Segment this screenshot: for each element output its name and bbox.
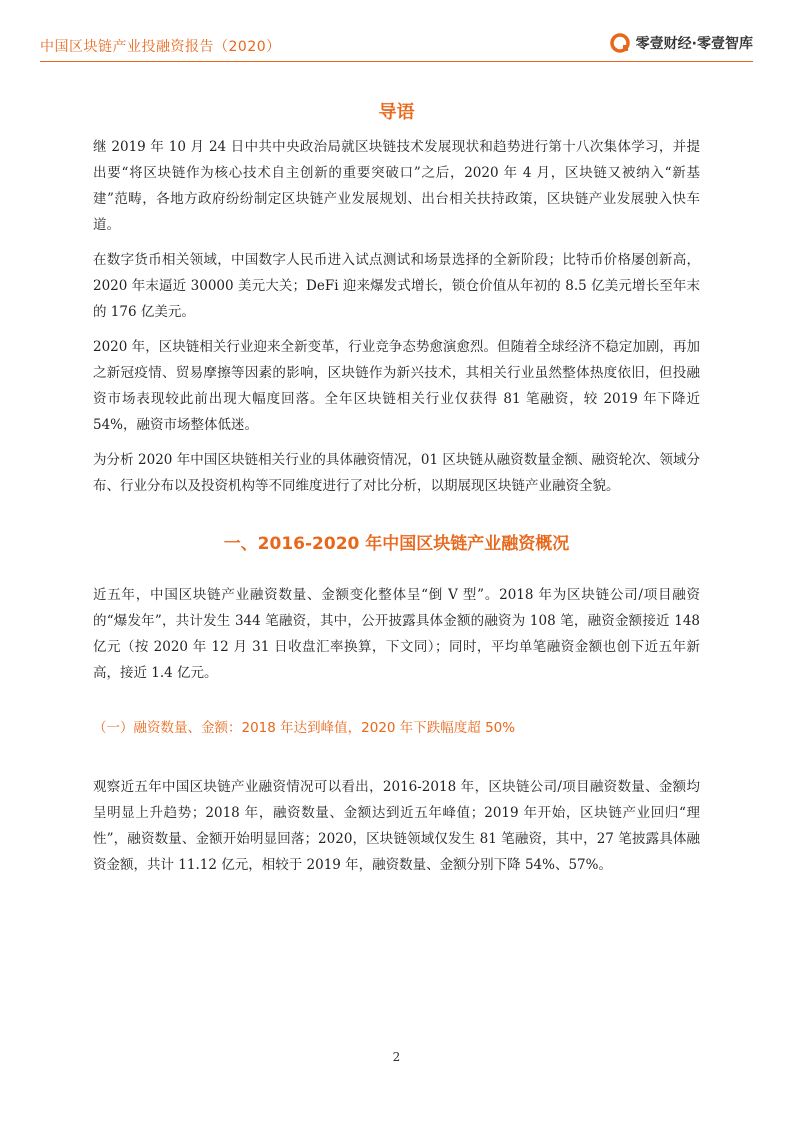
brand-name: 零壹财经·零壹智库 — [635, 36, 753, 52]
header-divider — [40, 61, 753, 62]
subsection-1-paragraph: 观察近五年中国区块链产业融资情况可以看出，2016-2018 年，区块链公司/项目融资数量、金额均呈明显上升趋势；2018 年，融资数量、金额达到近五年峰值；2019 年开始，区块链产业回归“理性”，融资数量、金额开始明显回落；2020，区块链领域仅发生 81 笔融资，其中，27 笔披露具体融资金额，共计 11.12 亿元，相较于 2019 年，融资数量、金额分别下降 54%、57%。 — [93, 779, 700, 873]
subsection-1-title: （一）融资数量、金额：2018 年达到峰值，2020 年下跌幅度超 50% — [93, 720, 516, 736]
section-1-paragraph: 近五年，中国区块链产业融资数量、金额变化整体呈“倒 V 型”。2018 年为区块链公司/项目融资的“爆发年”，共计发生 344 笔融资，其中，公开披露具体金额的融资为 108 笔，融资金额接近 148 亿元（按 2020 年 12 月 31 日收盘汇率换算，下文同）；同时，平均单笔融资金额也创下近五年新高，接近 1.4 亿元。 — [93, 587, 700, 681]
intro-title: 导语 — [378, 102, 415, 123]
report-title: 中国区块链产业投融资报告（2020） — [40, 39, 281, 55]
brand — [610, 33, 753, 53]
intro-paragraph-4: 为分析 2020 年中国区块链相关行业的具体融资情况，01 区块链从融资数量金额、融资轮次、领域分布、行业分布以及投资机构等不同维度进行了对比分析，以期展现区块链产业融资全貌。 — [93, 452, 700, 494]
section-1-title: 一、2016-2020 年中国区块链产业融资概况 — [223, 534, 570, 554]
intro-paragraph-3: 2020 年，区块链相关行业迎来全新变革，行业竞争态势愈演愈烈。但随着全球经济不稳定加剧，再加之新冠疫情、贸易摩擦等因素的影响，区块链作为新兴技术，其相关行业虽然整体热度依旧，但投融资市场表现较此前出现大幅度回落。全年区块链相关行业仅获得 81 笔融资，较 2019 年下降近 54%，融资市场整体低迷。 — [93, 339, 700, 433]
document-body — [93, 98, 700, 887]
intro-paragraph-2: 在数字货币相关领域，中国数字人民币进入试点测试和场景选择的全新阶段；比特币价格屡创新高，2020 年末逼近 30000 美元大关；DeFi 迎来爆发式增长，锁仓价值从年初的 8.5 亿美元增长至年末的 176 亿美元。 — [93, 252, 700, 320]
page-header — [40, 26, 753, 62]
intro-paragraph-1: 继 2019 年 10 月 24 日中共中央政治局就区块链技术发展现状和趋势进行第十八次集体学习，并提出要“将区块链作为核心技术自主创新的重要突破口”之后，2020 年 4 月，区块链又被纳入“新基建”范畴，各地方政府纷纷制定区块链产业发展规划、出台相关扶持政策，区块链产业发展驶入快车道。 — [93, 139, 700, 233]
brand-logo-icon — [610, 33, 630, 53]
page-number: 2 — [392, 1050, 401, 1064]
